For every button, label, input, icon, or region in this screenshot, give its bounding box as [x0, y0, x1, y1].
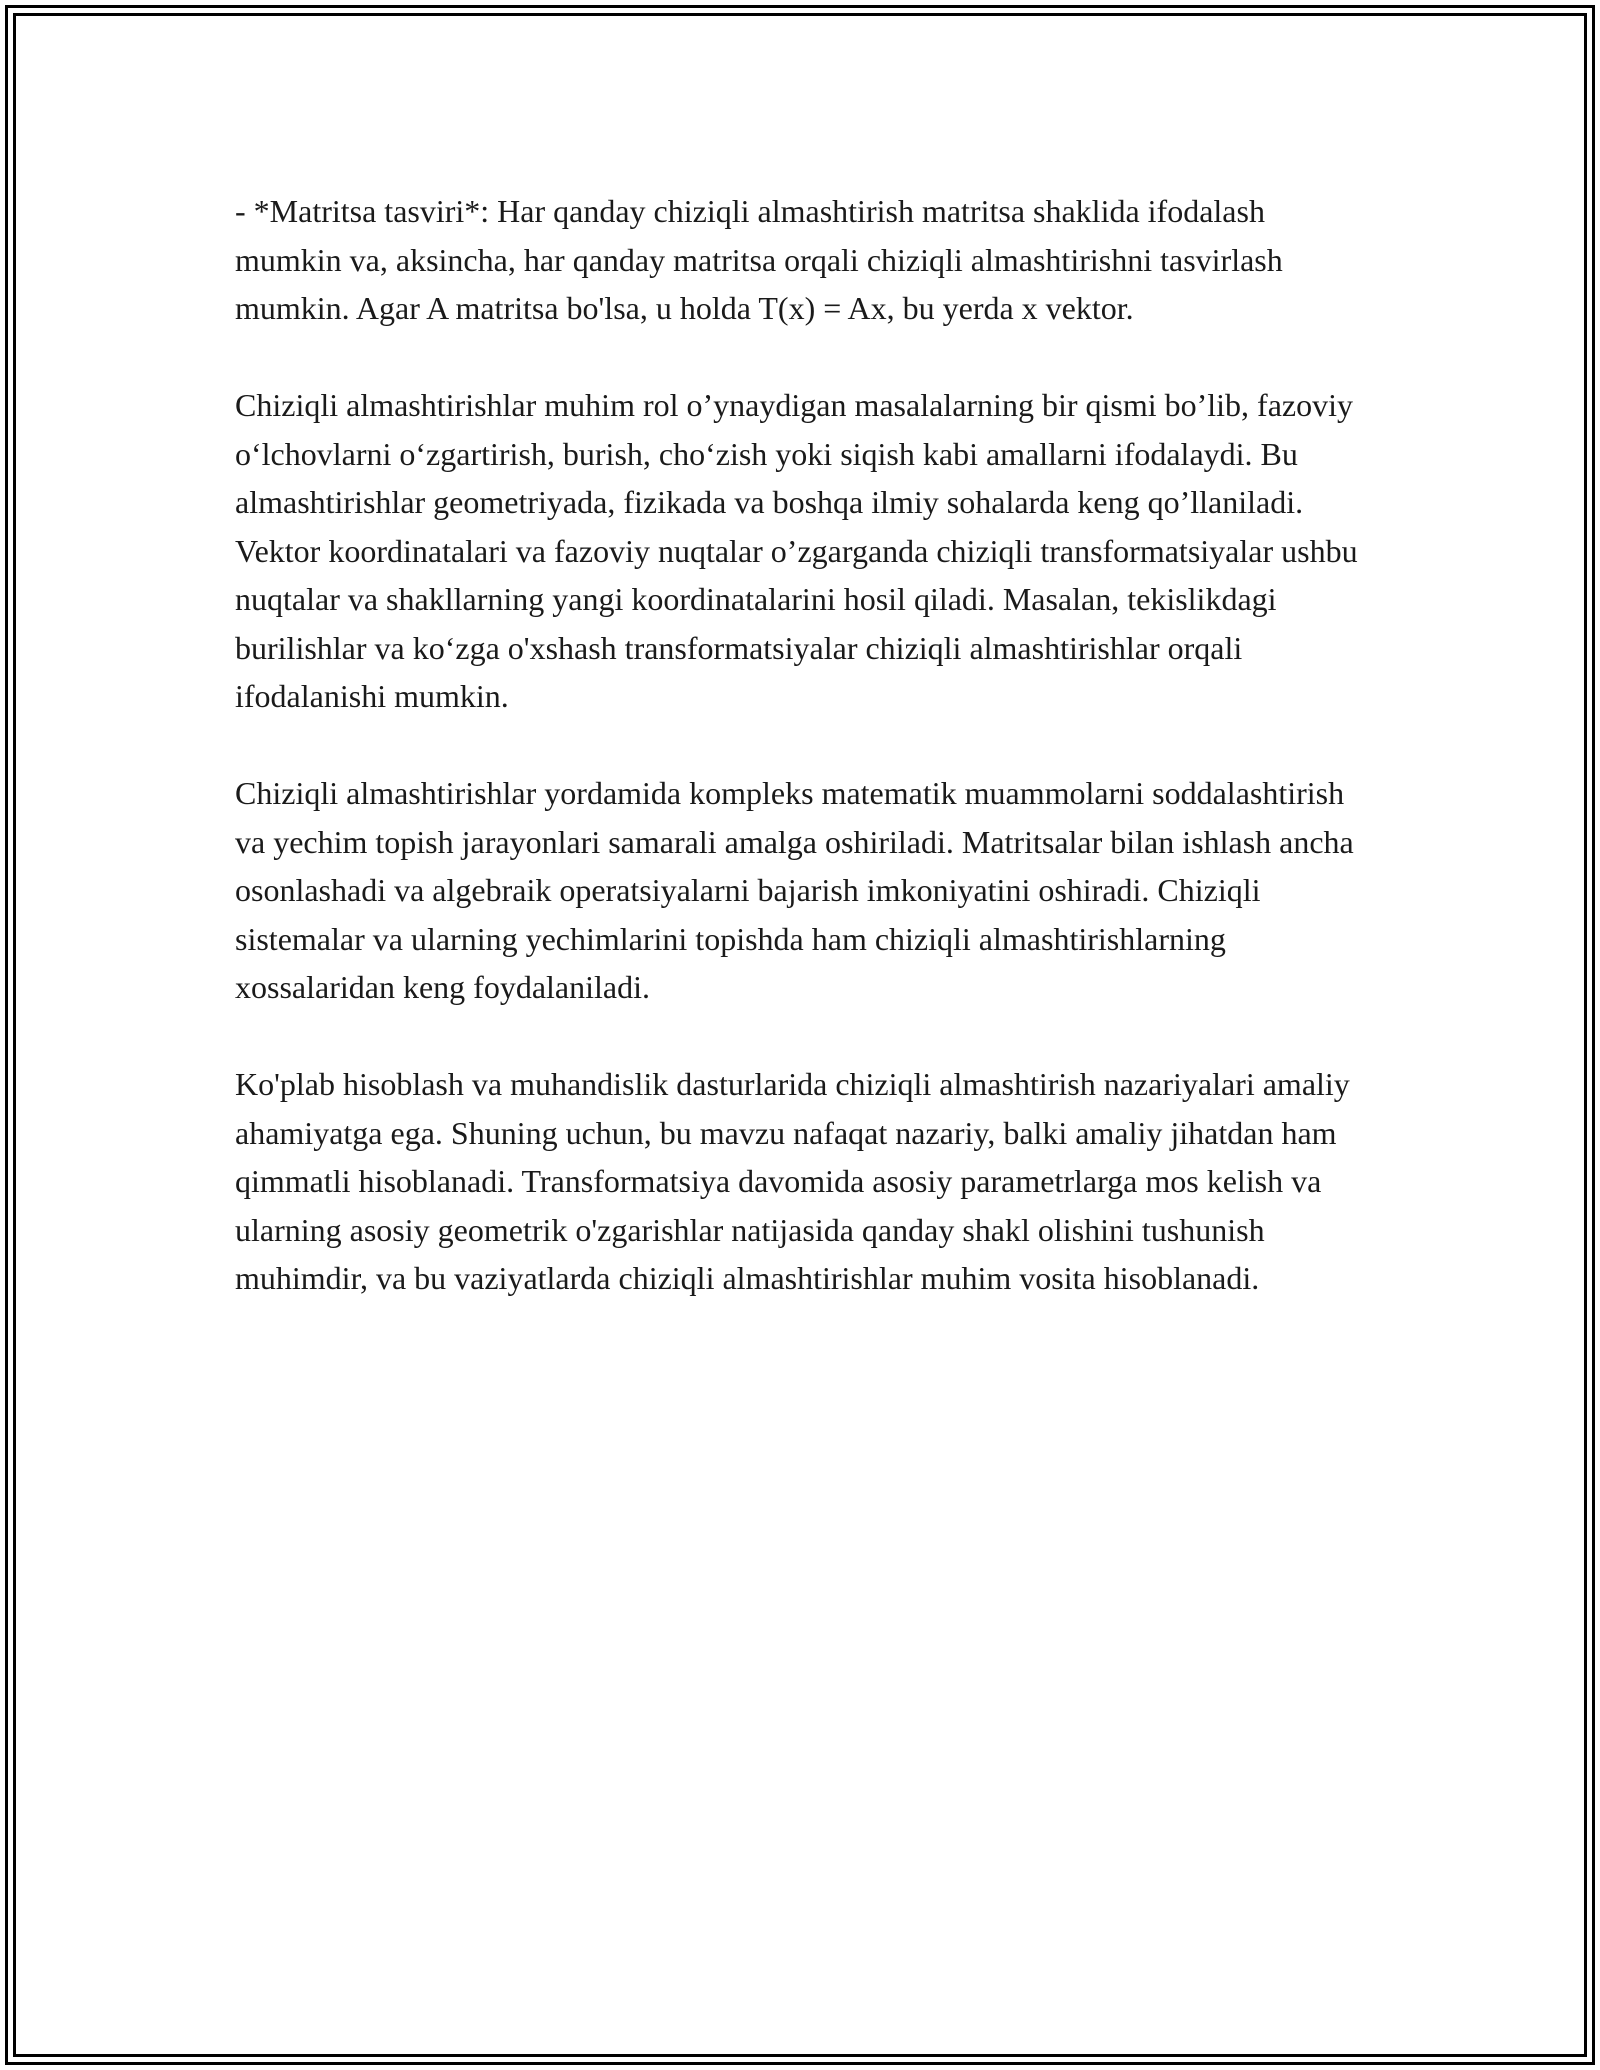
paragraph-linear-transformations-role: Chiziqli almashtirishlar muhim rol o’ynaydigan masalalarning bir qismi bo’lib, fazoviy o‘lchovlarni o‘zgartirish, burish, cho‘zish yoki siqish kabi amallarni ifodalaydi. Bu almashtirishlar geometriyada, fizikada va boshqa ilmiy sohalarda keng qo’llaniladi. Vektor koordinatalari va fazoviy nuqtalar o’zgarganda chiziqli transformatsiyalar ushbu nuqtalar va shakllarning yangi koordinatalarini hosil qiladi. Masalan, tekislikdagi burilishlar va ko‘zga o'xshash transformatsiyalar chiziqli almashtirishlar orqali ifodalanishi mumkin.: [235, 387, 1358, 714]
document-body: [235, 187, 1375, 1351]
paragraph-matrix-representation: - *Matritsa tasviri*: Har qanday chiziqli almashtirish matritsa shaklida ifodalash mumkin va, aksincha, har qanday matritsa orqali chiziqli almashtirishni tasvirlash mumkin. Agar A matritsa bo'lsa, u holda T(x) = Ax, bu yerda x vektor.: [235, 193, 1283, 326]
paragraph-problem-simplification: Chiziqli almashtirishlar yordamida kompleks matematik muammolarni soddalashtirish va yechim topish jarayonlari samarali amalga oshiriladi. Matritsalar bilan ishlash ancha osonlashadi va algebraik operatsiyalarni bajarish imkoniyatini oshiradi. Chiziqli sistemalar va ularning yechimlarini topishda ham chiziqli almashtirishlarning xossalaridan keng foydalaniladi.: [235, 775, 1354, 1005]
paragraph-practical-importance: Ko'plab hisoblash va muhandislik dasturlarida chiziqli almashtirish nazariyalari amaliy ahamiyatga ega. Shuning uchun, bu mavzu nafaqat nazariy, balki amaliy jihatdan ham qimmatli hisoblanadi. Transformatsiya davomida asosiy parametrlarga mos kelish va ularning asosiy geometrik o'zgarishlar natijasida qanday shakl olishini tushunish muhimdir, va bu vaziyatlarda chiziqli almashtirishlar muhim vosita hisoblanadi.: [235, 1066, 1350, 1296]
